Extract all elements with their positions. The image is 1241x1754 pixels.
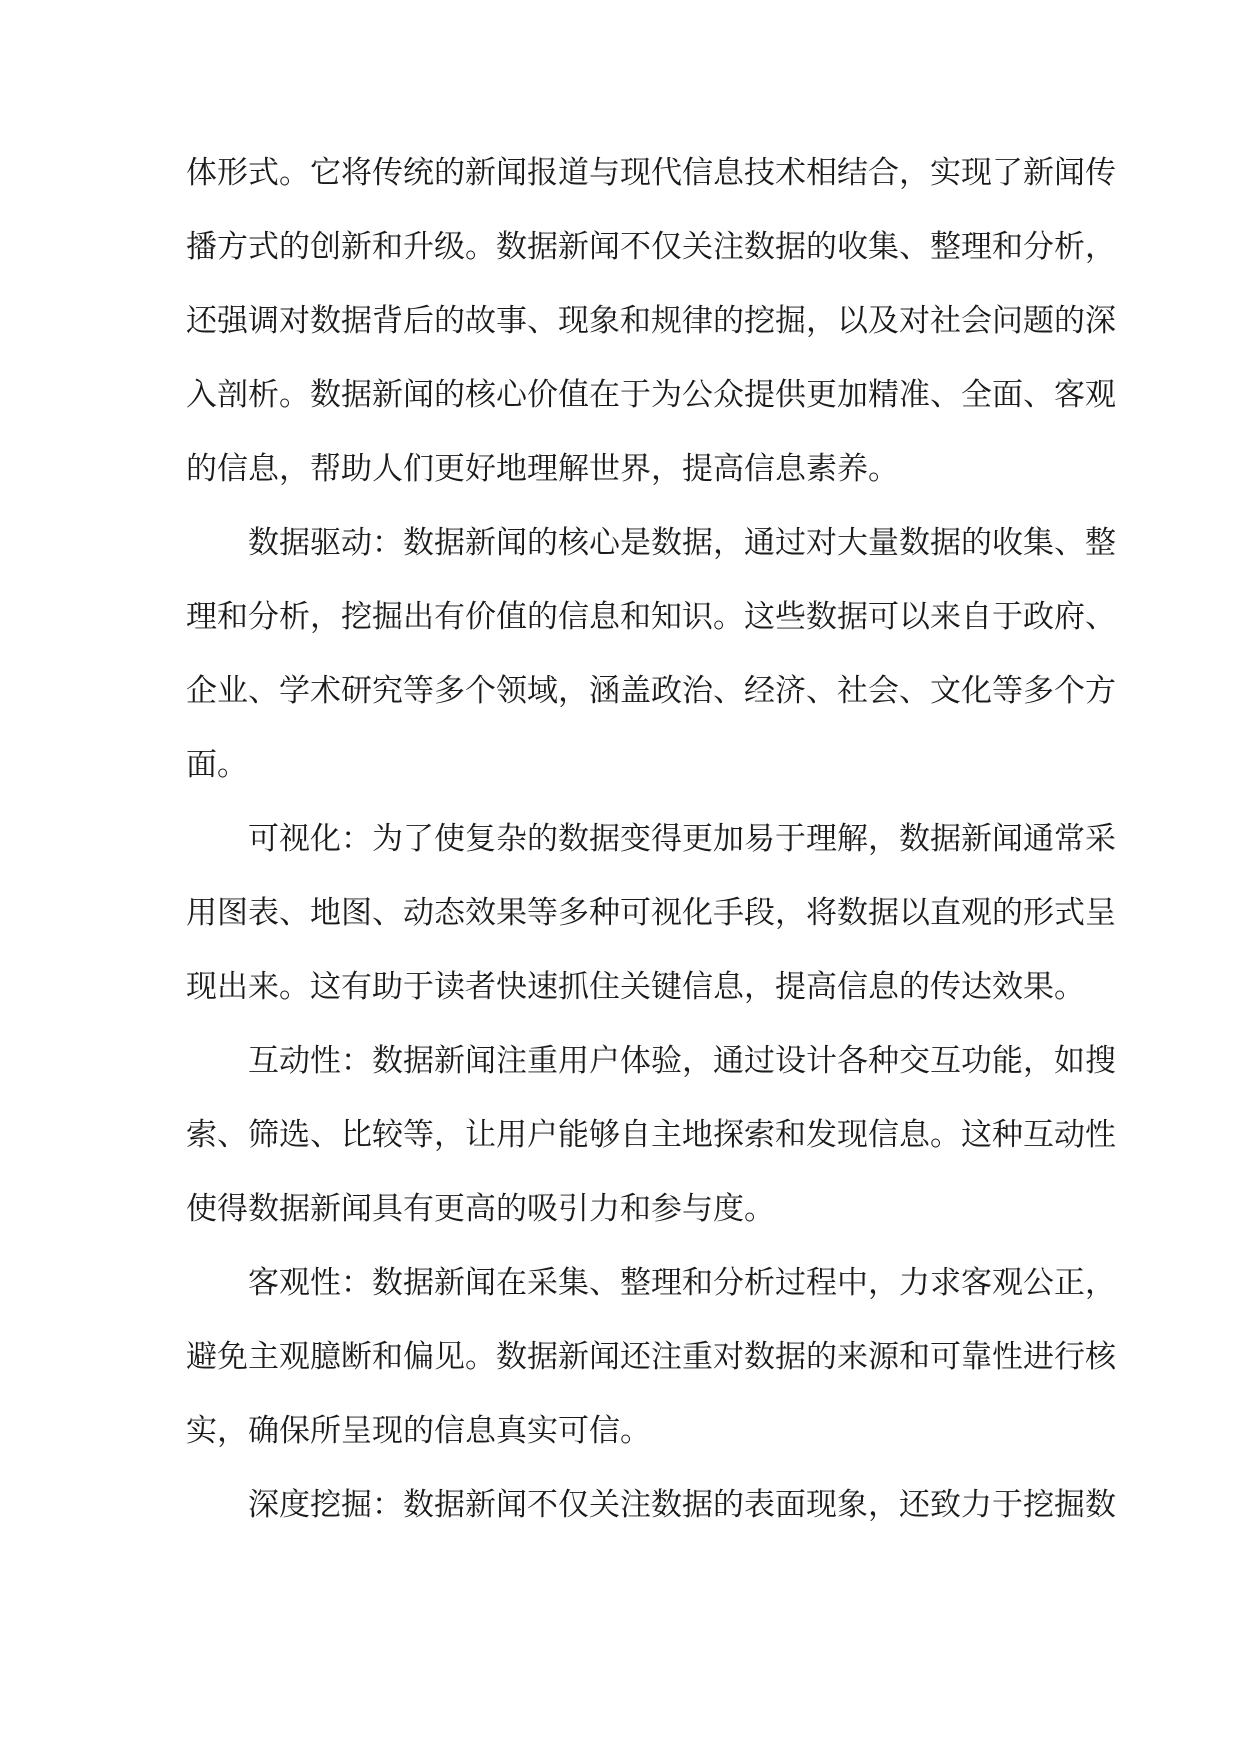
text-line: 理和分析，挖掘出有价值的信息和知识。这些数据可以来自于政府、 <box>186 599 1116 635</box>
text-line: 的信息，帮助人们更好地理解世界，提高信息素养。 <box>186 451 899 487</box>
text-line: 现出来。这有助于读者快速抓住关键信息，提高信息的传达效果。 <box>186 969 1085 1005</box>
body-text <box>186 143 1116 1549</box>
text-line: 还强调对数据背后的故事、现象和规律的挖掘，以及对社会问题的深 <box>186 303 1116 339</box>
paragraph-interactivity-first-line: 互动性：数据新闻注重用户体验，通过设计各种交互功能，如搜 <box>248 1043 1116 1079</box>
text-line: 入剖析。数据新闻的核心价值在于为公众提供更加精准、全面、客观 <box>186 377 1116 413</box>
text-line: 用图表、地图、动态效果等多种可视化手段，将数据以直观的形式呈 <box>186 895 1116 931</box>
text-line: 面。 <box>186 747 248 783</box>
text-line: 企业、学术研究等多个领域，涵盖政治、经济、社会、文化等多个方 <box>186 673 1116 709</box>
paragraph-visualization-first-line: 可视化：为了使复杂的数据变得更加易于理解，数据新闻通常采 <box>248 821 1116 857</box>
text-line: 使得数据新闻具有更高的吸引力和参与度。 <box>186 1191 775 1227</box>
paragraph-deep-mining-first-line: 深度挖掘：数据新闻不仅关注数据的表面现象，还致力于挖掘数 <box>248 1487 1116 1523</box>
text-line: 体形式。它将传统的新闻报道与现代信息技术相结合，实现了新闻传 <box>186 155 1116 191</box>
text-line: 实，确保所呈现的信息真实可信。 <box>186 1413 651 1449</box>
text-line: 播方式的创新和升级。数据新闻不仅关注数据的收集、整理和分析， <box>186 229 1116 265</box>
paragraph-objectivity-first-line: 客观性：数据新闻在采集、整理和分析过程中，力求客观公正， <box>248 1265 1116 1301</box>
text-line: 避免主观臆断和偏见。数据新闻还注重对数据的来源和可靠性进行核 <box>186 1339 1116 1375</box>
text-line: 索、筛选、比较等，让用户能够自主地探索和发现信息。这种互动性 <box>186 1117 1116 1153</box>
paragraph-data-driven-first-line: 数据驱动：数据新闻的核心是数据，通过对大量数据的收集、整 <box>248 525 1116 561</box>
